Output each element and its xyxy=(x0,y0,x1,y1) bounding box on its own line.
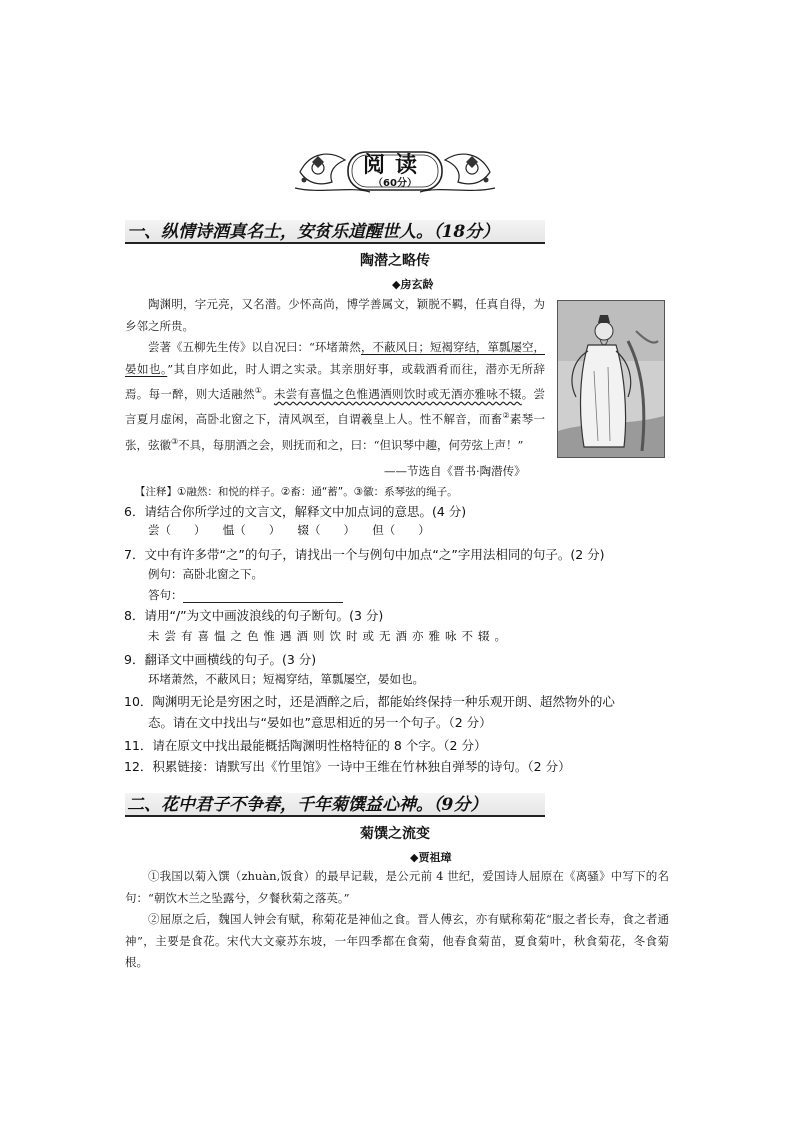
footnote-mark-3: ③ xyxy=(171,436,179,446)
wavy-underlined-sentence: 未尝有喜愠之色惟遇酒则饮时或无酒亦雅咏不辍 xyxy=(274,386,522,401)
question-6-words: 尝（ ） 愠（ ） 辍（ ） 但（ ） xyxy=(148,523,430,537)
answer-blank[interactable] xyxy=(183,590,343,603)
question-9-sentence: 环堵萧然，不蔽风日；短褐穿结，箪瓢屡空，晏如也。 xyxy=(148,672,424,686)
banner-title: 阅读 xyxy=(362,152,427,178)
question-9: 9．翻译文中画横线的句子。(3 分) xyxy=(124,652,317,667)
annotation-note: 【注释】①融然：和悦的样子。②畜：通“蓄”。③徽：系琴弦的绳子。 xyxy=(135,486,458,498)
question-7-answer-row xyxy=(148,587,343,603)
passage-1-title: 陶潜之略传 xyxy=(360,253,430,269)
passage-1-author: ◆房玄龄 xyxy=(392,278,434,291)
section-2-heading: 二、花中君子不争春，千年菊馔益心神。（9分） xyxy=(125,793,545,817)
question-8: 8．请用“/”为文中画波浪线的句子断句。(3 分) xyxy=(124,608,384,623)
passage-2-paragraph-2: ②屈原之后，魏国人钟会有赋，称菊花是神仙之食。晋人傅玄，亦有赋称菊花“服之者长寿，食之者通神”，主要是食花。宋代大文豪苏东坡，一年四季都在食菊，他春食菊苗，夏食菊叶，秋食菊花，冬食菊根。 xyxy=(125,912,669,969)
question-7: 7．文中有许多带“之”的句子，请找出一个与例句中加点“之”字用法相同的句子。(2 分) xyxy=(124,547,605,562)
underlined-sentence: ，不蔽风日；短褐穿结，箪瓢屡空，晏如也。 xyxy=(125,340,545,376)
question-10: 10．陶渊明无论是穷困之时，还是酒醉之后，都能始终保持一种乐观开朗、超然物外的心 xyxy=(124,694,615,709)
question-10-continued: 态。请在文中找出与“晏如也”意思相近的另一个句子。（2 分） xyxy=(148,715,492,730)
question-7-example: 例句：高卧北窗之下。 xyxy=(148,567,263,581)
section-banner xyxy=(290,142,500,198)
tao-yuanming-portrait-image xyxy=(557,300,665,458)
section-1-heading: 一、纵情诗酒真名士，安贫乐道醒世人。（18分） xyxy=(125,220,545,244)
passage-1-paragraph-1: 陶渊明，字元亮，又名潜。少怀高尚，博学善属文，颖脱不羁，任真自得，为乡邻之所贵。 xyxy=(125,297,545,333)
question-6: 6．请结合你所学过的文言文，解释文中加点词的意思。(4 分) xyxy=(124,504,467,519)
footnote-mark-1: ① xyxy=(254,386,263,395)
passage-1-paragraph-2 xyxy=(125,337,545,456)
question-11: 11．请在原文中找出最能概括陶渊明性格特征的 8 个字。（2 分） xyxy=(124,738,487,753)
para2-text-d: 。 xyxy=(262,386,275,401)
para2-text-c: ”其自序如此，时人谓之实录。其亲朋好事，或载酒肴而往，潜亦无所辞焉。每一醉，则大适融然 xyxy=(125,361,545,401)
passage-2-paragraph-1: ①我国以菊入馔（zhuàn,饭食）的最早记载，是公元前 4 世纪，爱国诗人屈原在《离骚》中写下的名句：“朝饮木兰之坠露兮，夕餐秋菊之落英。” xyxy=(125,869,669,905)
para2-text-f: 。尝言夏月虚闲，高卧北窗之下，清风飒至，自谓羲皇上人。性不解音，而畜 xyxy=(125,386,546,427)
answer-label: 答句： xyxy=(148,588,183,602)
passage-2-title: 菊馔之流变 xyxy=(360,826,430,842)
banner-score: （60分） xyxy=(373,178,417,189)
footnote-mark-2: ② xyxy=(502,411,510,421)
para2-text-g: 素琴一张，弦徽 xyxy=(125,412,546,452)
para2-text-a: 尝著《五柳先生传》以自况曰：“环堵萧然 xyxy=(148,340,361,354)
passage-1-source: ——节选自《晋书·陶潜传》 xyxy=(384,464,526,478)
para2-text-h: 不具，每朋酒之会，则抚而和之，曰：“但识琴中趣，何劳弦上声！” xyxy=(178,437,524,452)
passage-2-author: ◆贾祖璋 xyxy=(410,851,452,864)
question-12: 12．积累链接：请默写出《竹里馆》一诗中王维在竹林独自弹琴的诗句。（2 分） xyxy=(124,759,571,774)
passage-1-body xyxy=(125,294,545,456)
passage-2-body xyxy=(125,866,669,974)
question-8-sentence: 未尝有喜愠之色惟遇酒则饮时或无酒亦雅咏不辍。 xyxy=(148,629,511,643)
portrait-illustration-icon xyxy=(558,301,664,457)
